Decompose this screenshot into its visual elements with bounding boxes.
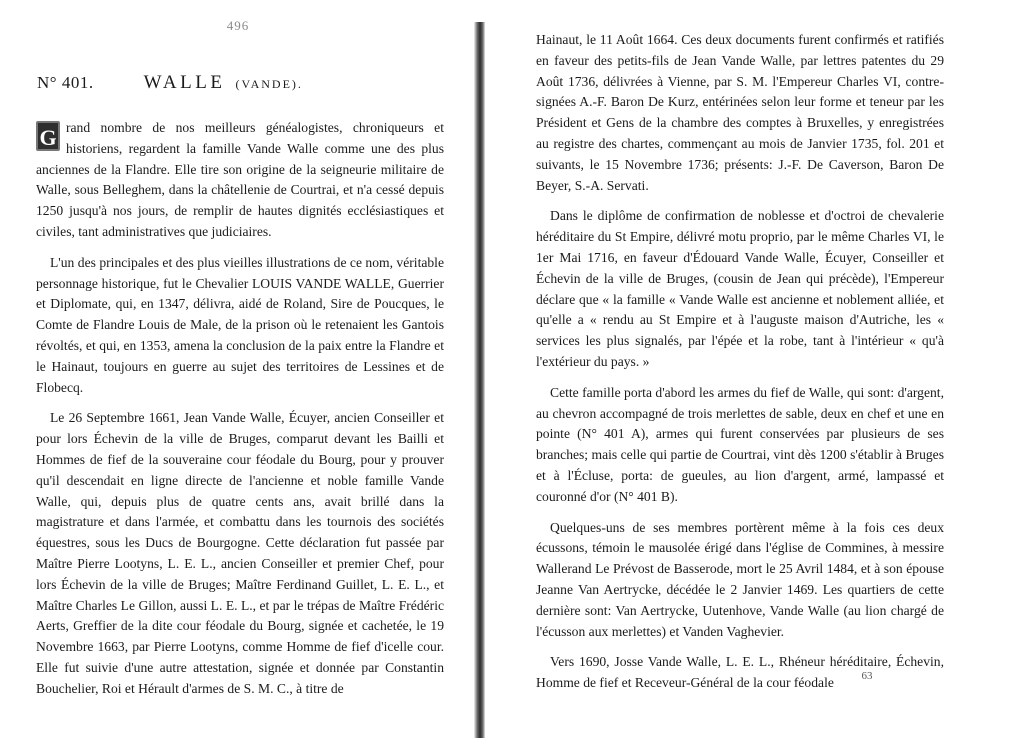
paragraph: Hainaut, le 11 Août 1664. Ces deux documents furent confirmés et ratifiés en faveur des petits-fils de Jean Vande Walle, par lettres patentes du 29 Août 1736, délivrées à Vienne, par S. M. l'Empereur Charles VI, contre-signées A.-F. Baron De Kurz, entérinées selon leur forme et teneur par les Président et Gens de la chambre des comptes à Bruxelles, y enregistrées au registre des chartes, commençant au mois de Janvier 1735, fol. 201 et suivants, le 15 Novembre 1736; présents: J.-F. De Caverson, Baron De Beyer, S.-A. Servati. (536, 32, 944, 193)
paragraph: Cette famille porta d'abord les armes du fief de Walle, qui sont: d'argent, au chevron accompagné de trois merlettes de sable, deux en chef et une en pointe (N° 401 A), armes qui furent conservées par plusieurs de ses branches; mais celle qui partie de Courtrai, vint dès 1200 s'établir à Bruges et à l'Écluse, porta: de gueules, au lion d'argent, armé, lampassé et couronné d'or (N° 401 B). (536, 384, 944, 504)
page-number-top: 496 (226, 18, 250, 33)
right-page-text (536, 30, 944, 694)
family-name: WALLE (143, 72, 226, 93)
left-page (0, 0, 478, 738)
left-page-text (36, 118, 444, 710)
name-particle: (VANDE). (235, 77, 303, 91)
paragraph: Vers 1690, Josse Vande Walle, L. E. L., Rhéneur héréditaire, Échevin, Homme de fief et Receveur-Général de la cour féodale (536, 654, 944, 691)
page-number-bottom: 63 (861, 670, 873, 682)
entry-number: N° 401. (37, 73, 94, 92)
paragraph-text: rand nombre de nos meilleurs généalogistes, chroniqueurs et historiens, regardent la famille Vande Walle comme une des plus anciennes de la Flandre. Elle tire son origine de la seigneurie militaire de Walle, sous Belleghem, dans la châtellenie de Courtrai, et n'a cessé depuis 1250 jusqu'à nos jours, de remplir de hautes dignités ecclésiastiques et civiles, tant administratives que judiciaires. (36, 120, 444, 239)
drop-cap: G (36, 121, 60, 151)
paragraph: Dans le diplôme de confirmation de noblesse et d'octroi de chevalerie héréditaire du St Empire, délivré motu proprio, par le même Charles VI, le 1er Mai 1716, en faveur d'Édouard Vande Walle, Écuyer, Conseiller et Échevin de la ville de Bruges, (cousin de Jean qui précède), l'Empereur déclare que « la famille « Vande Walle est ancienne et noblement alliée, et qu'elle a « rendu au St Empire et à l'auguste maison d'Autriche, les « services les plus signalés, par l'épée et la robe, tant à l'intérieur « qu'à l'extérieur du pays. » (536, 208, 944, 369)
paragraph (36, 118, 444, 243)
paragraph: L'un des principales et des plus vieilles illustrations de ce nom, véritable personnage historique, fut le Chevalier LOUIS VANDE WALLE, Guerrier et Diplomate, qui, en 1347, délivra, aidé de Roland, Sire de Poucques, le Comte de Flandre Louis de Male, de la prison où le retenaient les Gantois révoltés, et qui, en 1353, amena la conclusion de la paix entre la Flandre et le Hainaut, toujours en guerre au sujet des territoires de Lessines et de Flobecq. (36, 254, 444, 395)
paragraph: Le 26 Septembre 1661, Jean Vande Walle, Écuyer, ancien Conseiller et pour lors Échevin de la ville de Bruges, comparut devant les Bailli et Hommes de fief de la souveraine cour féodale du Bourg, pour y prouver qu'il descendait en ligne directe de l'ancienne et noble famille Vande Walle, qui, depuis plus de quatre cents ans, avait brillé dans la magistrature et dans l'armée, et combattu dans les tournois des sociétés équestres, sous les Ducs de Bourgogne. Cette déclaration fut passée par Maître Pierre Lootyns, L. E. L., ancien Conseiller et premier Chef, pour lors Échevin de la ville de Bruges; Maître Ferdinand Guillet, L. E. L., et Maître Charles Le Gillon, aussi L. E. L., et par le trépas de Maître Frédéric Aerts, Greffier de la dite cour féodale du Bourg, signée et cachetée, le 19 Novembre 1663, par Pierre Lootyns, comme Homme de fief d'icelle cour. Elle fut suivie d'une autre attestation, signée et donnée par Constantin Bouchelier, Roi et Hérault d'armes de S. M. C., à titre de (36, 410, 444, 696)
entry-heading (37, 72, 457, 102)
paragraph: Quelques-uns de ses membres portèrent même à la fois ces deux écussons, témoin le mausolée érigé dans l'église de Commines, à messire Wallerand Le Prévost de Basserode, mort le 25 Avril 1484, et à son épouse Jeanne Van Aertrycke, décédée le 2 Janvier 1469. Les quartiers de cette dernière sont: Van Aertrycke, Uutenhove, Vande Walle (au lion chargé de l'écusson aux merlettes) et Vanden Vaghevier. (536, 519, 944, 639)
book-gutter (474, 22, 485, 738)
